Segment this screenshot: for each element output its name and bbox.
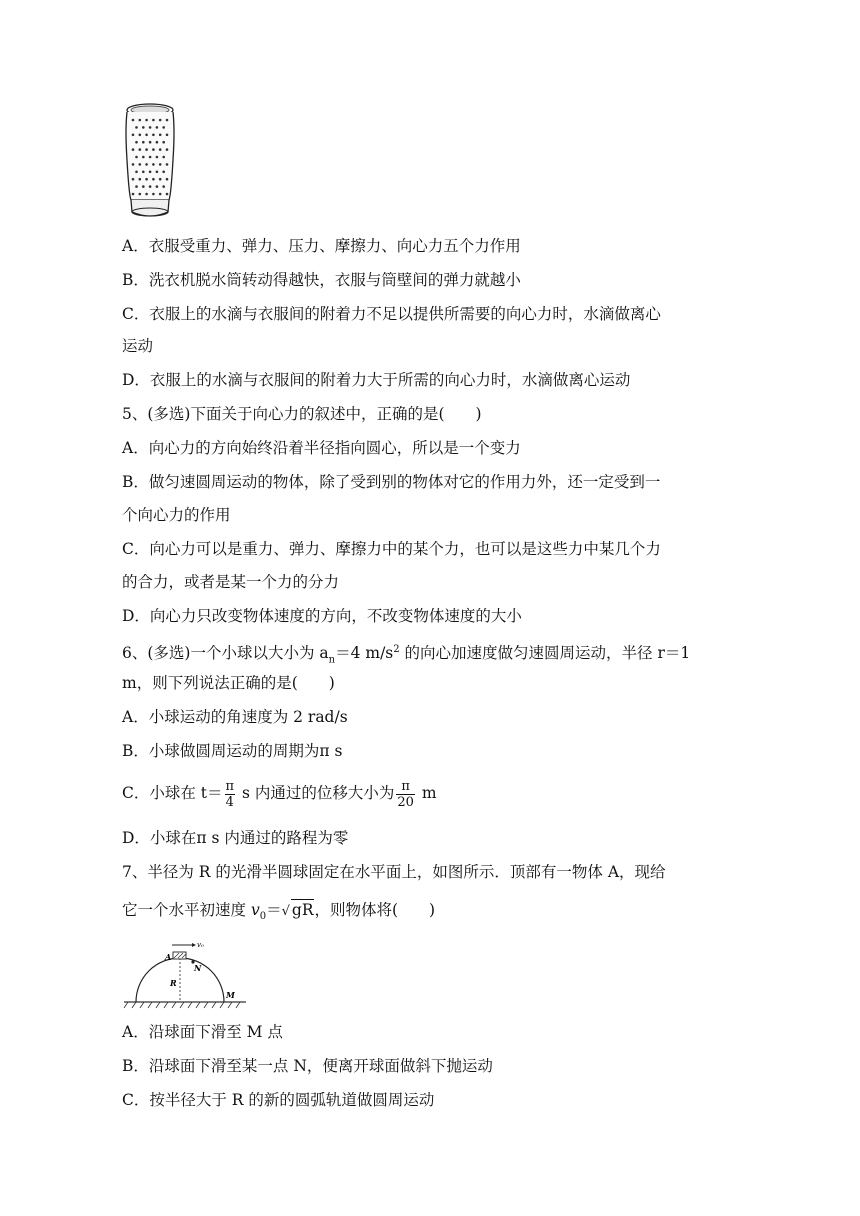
drum-hole	[132, 163, 135, 166]
q6-fraction-displacement-denominator: 20	[397, 794, 414, 810]
drum-hole	[166, 178, 169, 181]
drum-hole	[139, 163, 142, 166]
q6-option-d: D．小球在π s 内通过的路程为零	[122, 829, 349, 847]
drum-hole	[139, 119, 142, 122]
drum-hole	[152, 178, 155, 181]
drum-hole	[139, 178, 142, 181]
q5-stem: 5、(多选)下面关于向心力的叙述中，正确的是( )	[122, 405, 482, 423]
hemisphere-figure	[122, 938, 250, 1012]
drum-hole	[156, 126, 159, 129]
drum-hole	[135, 185, 138, 188]
drum-hole	[145, 163, 148, 166]
drum-hole	[166, 119, 169, 122]
label-n: N	[194, 963, 202, 973]
drum-hole	[152, 134, 155, 137]
q6-fraction-displacement	[396, 779, 415, 810]
drum-hole	[132, 119, 135, 122]
q6-option-c-text-b: s 内通过的位移大小为	[237, 784, 395, 802]
label-a: A	[165, 952, 172, 962]
q6-stem-text-a: 6、(多选)一个小球以大小为 a	[122, 644, 329, 663]
q4-option-a: A．衣服受重力、弹力、压力、摩擦力、向心力五个力作用	[122, 237, 521, 255]
q7-stem-text-b: ＝	[266, 901, 282, 919]
q6-option-c-text-a: C．小球在 t＝	[122, 784, 223, 802]
drum-hole	[142, 141, 145, 144]
q4-option-b: B．洗衣机脱水筒转动得越快，衣服与筒壁间的弹力就越小	[122, 271, 521, 289]
q7-stem-text-c: ，则物体将( )	[314, 901, 436, 919]
drum-hole	[145, 119, 148, 122]
drum-hole	[142, 185, 145, 188]
drum-hole	[145, 193, 148, 196]
q6-fraction-displacement-numerator: π	[396, 779, 415, 795]
drum-hole	[159, 163, 162, 166]
drum-hole	[152, 148, 155, 151]
drum-hole	[139, 193, 142, 196]
drum-hole	[142, 126, 145, 129]
drum-hole	[132, 134, 135, 137]
drum-hole	[166, 163, 169, 166]
q6-stem-superscript: 2	[393, 644, 400, 655]
drum-hole	[156, 171, 159, 174]
drum-hole	[135, 126, 138, 129]
q6-fraction-time-denominator: 4	[225, 794, 234, 810]
q7-stem-line1: 7、半径为 R 的光滑半圆球固定在水平面上，如图所示．顶部有一物体 A，现给	[122, 863, 666, 881]
drum-hole	[159, 148, 162, 151]
drum-hole	[149, 156, 152, 159]
q7-velocity-subscript: 0	[259, 911, 267, 923]
q6-stem-text-b: ＝4 m/s	[335, 644, 394, 663]
label-v0: v₀	[197, 941, 204, 949]
drum-hole	[132, 148, 135, 151]
q6-stem-subscript: n	[328, 654, 336, 666]
drum-hole	[132, 193, 135, 196]
drum-hole	[149, 141, 152, 144]
drum-hole	[149, 185, 152, 188]
q5-option-c-line1: C．向心力可以是重力、弹力、摩擦力中的某个力，也可以是这些力中某几个力	[122, 540, 661, 558]
hemisphere-diagram	[122, 938, 250, 1012]
drum-hole	[142, 156, 145, 159]
q6-option-c-text-c: m	[416, 784, 437, 802]
drum-hole	[162, 171, 165, 174]
drum-illustration	[122, 100, 178, 222]
label-r: R	[170, 978, 177, 988]
label-m: M	[226, 990, 235, 1000]
q4-option-c-line1: C．衣服上的水滴与衣服间的附着力不足以提供所需要的向心力时，水滴做离心	[122, 305, 661, 323]
drum-hole	[156, 156, 159, 159]
drum-hole	[159, 193, 162, 196]
drum-hole	[145, 148, 148, 151]
q7-option-c: C．按半径大于 R 的新的圆弧轨道做圆周运动	[122, 1091, 435, 1109]
q7-option-b: B．沿球面下滑至某一点 N，便离开球面做斜下抛运动	[122, 1057, 493, 1075]
drum-hole	[145, 178, 148, 181]
drum-hole	[152, 119, 155, 122]
drum-hole	[159, 119, 162, 122]
q6-stem-line1	[122, 640, 742, 670]
q5-option-b-line2: 个向心力的作用	[122, 506, 231, 524]
q7-sqrt-radicand: gR	[291, 901, 314, 919]
drum-hole	[162, 126, 165, 129]
q6-fraction-time-numerator: π	[225, 778, 235, 794]
q5-option-b-line1: B．做匀速圆周运动的物体，除了受到别的物体对它的作用力外，还一定受到一	[122, 473, 661, 491]
q7-sqrt-sign: √	[281, 904, 290, 919]
q6-option-c	[122, 776, 742, 810]
drum-hole	[152, 163, 155, 166]
q5-option-c-line2: 的合力，或者是某一个力的分力	[122, 573, 340, 591]
drum-hole	[135, 171, 138, 174]
drum-hole	[135, 141, 138, 144]
drum-hole	[139, 148, 142, 151]
drum-hole	[139, 134, 142, 137]
drum-hole	[166, 134, 169, 137]
drum-hole	[149, 171, 152, 174]
drum-hole	[145, 134, 148, 137]
q7-option-a: A．沿球面下滑至 M 点	[122, 1023, 283, 1041]
drum-hole	[159, 178, 162, 181]
q4-option-c-line2: 运动	[122, 337, 154, 355]
q6-stem-line2: m，则下列说法正确的是( )	[122, 674, 335, 692]
q4-option-d: D．衣服上的水滴与衣服间的附着力大于所需的向心力时，水滴做离心运动	[122, 371, 631, 389]
q6-stem-text-c: 的向心加速度做匀速圆周运动，半径 r＝1	[399, 644, 691, 663]
q5-option-d: D．向心力只改变物体速度的方向，不改变物体速度的大小	[122, 607, 522, 625]
drum-hole	[166, 148, 169, 151]
q6-option-b: B．小球做圆周运动的周期为π s	[122, 742, 343, 760]
drum-hole	[142, 171, 145, 174]
q7-stem-text-a: 它一个水平初速度	[122, 901, 251, 919]
drum-hole	[152, 193, 155, 196]
q7-velocity-symbol: v	[250, 901, 260, 919]
drum-hole	[166, 193, 169, 196]
washing-machine-drum-figure	[122, 100, 178, 222]
drum-hole	[159, 134, 162, 137]
q6-fraction-time	[225, 779, 236, 810]
q6-option-a: A．小球运动的角速度为 2 rad/s	[122, 708, 348, 726]
drum-hole	[135, 156, 138, 159]
drum-hole	[149, 126, 152, 129]
drum-hole	[162, 141, 165, 144]
drum-hole	[156, 185, 159, 188]
q5-option-a: A．向心力的方向始终沿着半径指向圆心，所以是一个变力	[122, 439, 521, 457]
drum-hole	[162, 185, 165, 188]
drum-hole	[132, 178, 135, 181]
drum-hole	[156, 141, 159, 144]
drum-hole	[162, 156, 165, 159]
q7-stem-line2	[122, 899, 742, 927]
